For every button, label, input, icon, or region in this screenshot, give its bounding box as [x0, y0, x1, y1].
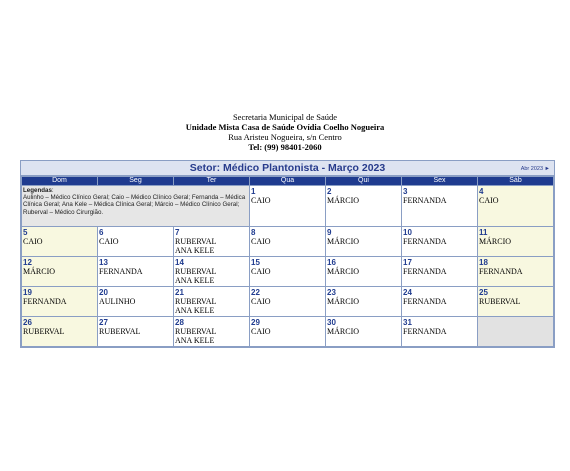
doctor-name: CAIO — [479, 196, 499, 205]
day-cell — [174, 227, 250, 257]
legend-cell: Legendas: Aulinho – Médico Clínico Geral; Caio – Médico Clínico Geral; Fernanda – Médica Clínica Geral; Ana Kele – Médica Clínica Geral; Márcio – Médico Clínico Geral; Ruberval – Médico Cirurgião. — [22, 186, 250, 227]
day-cell — [98, 227, 174, 257]
doctor-name: ANA KELE — [175, 336, 215, 345]
doctor-name: RUBERVAL — [175, 297, 217, 306]
calendar-title: Setor: Médico Plantonista - Março 2023 — [189, 162, 386, 174]
doctor-name: FERNANDA — [23, 297, 67, 306]
day-number: 24 — [403, 288, 412, 297]
day-cell — [250, 186, 326, 227]
day-number: 20 — [99, 288, 108, 297]
day-number: 5 — [23, 228, 28, 237]
doctor-name: CAIO — [251, 297, 271, 306]
doctor-name: AULINHO — [99, 297, 136, 306]
day-number: 18 — [479, 258, 488, 267]
day-cell — [402, 317, 478, 347]
doctor-name: MÁRCIO — [327, 297, 360, 306]
day-number: 11 — [479, 228, 488, 237]
day-cell — [22, 287, 98, 317]
day-number: 8 — [251, 228, 256, 237]
day-cell — [22, 257, 98, 287]
day-number: 9 — [327, 228, 332, 237]
day-number: 13 — [99, 258, 108, 267]
day-number: 12 — [23, 258, 32, 267]
day-cell — [402, 227, 478, 257]
day-number: 19 — [23, 288, 32, 297]
day-number: 27 — [99, 318, 108, 327]
weekday-header-row — [22, 177, 554, 186]
day-cell — [98, 317, 174, 347]
day-cell — [326, 257, 402, 287]
doctor-name: FERNANDA — [479, 267, 523, 276]
day-cell — [478, 186, 554, 227]
day-cell — [326, 227, 402, 257]
day-cell — [174, 317, 250, 347]
calendar — [20, 160, 555, 348]
day-cell — [174, 287, 250, 317]
day-number: 3 — [403, 187, 408, 196]
doctor-name: CAIO — [251, 267, 271, 276]
doctor-name: ANA KELE — [175, 306, 215, 315]
weekday-header: Qua — [250, 177, 326, 186]
day-number: 21 — [175, 288, 184, 297]
doctor-name: CAIO — [251, 237, 271, 246]
day-number: 31 — [403, 318, 412, 327]
calendar-title-bar — [21, 161, 554, 176]
day-cell — [478, 227, 554, 257]
doctor-name: CAIO — [99, 237, 119, 246]
day-number: 6 — [99, 228, 104, 237]
doctor-name: MÁRCIO — [327, 267, 360, 276]
day-number: 30 — [327, 318, 336, 327]
doctor-name: RUBERVAL — [99, 327, 141, 336]
calendar-grid — [21, 176, 554, 347]
weekday-header: Qui — [326, 177, 402, 186]
doctor-name: FERNANDA — [403, 327, 447, 336]
day-cell — [22, 317, 98, 347]
doctor-name: MÁRCIO — [23, 267, 56, 276]
weekday-header: Dom — [22, 177, 98, 186]
day-cell — [250, 257, 326, 287]
weekday-header: Sex — [402, 177, 478, 186]
header-secretaria: Secretaria Municipal de Saúde — [232, 112, 338, 122]
day-number: 25 — [479, 288, 488, 297]
doctor-name: RUBERVAL — [479, 297, 521, 306]
header-phone: Tel: (99) 98401-2060 — [248, 142, 322, 152]
next-month-link[interactable]: Abr 2023 ► — [520, 166, 550, 172]
day-cell — [478, 257, 554, 287]
day-cell — [326, 317, 402, 347]
doctor-name: FERNANDA — [403, 196, 447, 205]
day-number: 14 — [175, 258, 184, 267]
day-number: 22 — [251, 288, 260, 297]
day-number: 16 — [327, 258, 336, 267]
day-number: 7 — [175, 228, 180, 237]
day-number: 28 — [175, 318, 184, 327]
legend-title: Legendas — [23, 187, 52, 194]
day-cell — [174, 257, 250, 287]
week-row — [22, 227, 554, 257]
weekday-header: Seg — [98, 177, 174, 186]
day-cell — [402, 287, 478, 317]
doctor-name: MÁRCIO — [327, 237, 360, 246]
day-number: 10 — [403, 228, 412, 237]
day-cell — [98, 257, 174, 287]
day-cell — [22, 227, 98, 257]
doctor-name: RUBERVAL — [23, 327, 65, 336]
doctor-name: RUBERVAL — [175, 267, 217, 276]
weekday-header: Sáb — [478, 177, 554, 186]
day-number: 15 — [251, 258, 260, 267]
doctor-name: RUBERVAL — [175, 327, 217, 336]
day-cell — [326, 287, 402, 317]
day-cell — [98, 287, 174, 317]
doctor-name: CAIO — [251, 196, 271, 205]
doctor-name: MÁRCIO — [327, 327, 360, 336]
weekday-header: Ter — [174, 177, 250, 186]
header-unit-name: Unidade Mista Casa de Saúde Ovídia Coelho Nogueira — [185, 122, 385, 132]
doctor-name: RUBERVAL — [175, 237, 217, 246]
day-cell — [250, 317, 326, 347]
week-row — [22, 186, 554, 227]
day-number: 4 — [479, 187, 484, 196]
day-cell — [478, 287, 554, 317]
week-row — [22, 257, 554, 287]
doctor-name: MÁRCIO — [327, 196, 360, 205]
day-number: 26 — [23, 318, 32, 327]
doctor-name: FERNANDA — [403, 267, 447, 276]
doctor-name: ANA KELE — [175, 246, 215, 255]
day-cell — [402, 257, 478, 287]
day-cell — [326, 186, 402, 227]
week-row — [22, 287, 554, 317]
doctor-name: CAIO — [23, 237, 43, 246]
day-cell — [250, 287, 326, 317]
day-number: 1 — [251, 187, 256, 196]
day-number: 29 — [251, 318, 260, 327]
day-number: 23 — [327, 288, 336, 297]
doctor-name: FERNANDA — [403, 237, 447, 246]
day-number: 17 — [403, 258, 412, 267]
week-row — [22, 317, 554, 347]
doctor-name: FERNANDA — [403, 297, 447, 306]
doctor-name: MÁRCIO — [479, 237, 512, 246]
day-number: 2 — [327, 187, 332, 196]
doctor-name: CAIO — [251, 327, 271, 336]
doctor-name: ANA KELE — [175, 276, 215, 285]
doctor-name: FERNANDA — [99, 267, 143, 276]
empty-day-cell — [478, 317, 554, 347]
header-address: Rua Aristeu Nogueira, s/n Centro — [228, 132, 342, 142]
day-cell — [402, 186, 478, 227]
legend-text: Aulinho – Médico Clínico Geral; Caio – Médico Clínico Geral; Fernanda – Médica Clínica Geral; Ana Kele – Médica Clínica Geral; Márcio – Médico Clínico Geral; Ruberval – Médico Cirurgião. — [23, 194, 246, 216]
day-cell — [250, 227, 326, 257]
